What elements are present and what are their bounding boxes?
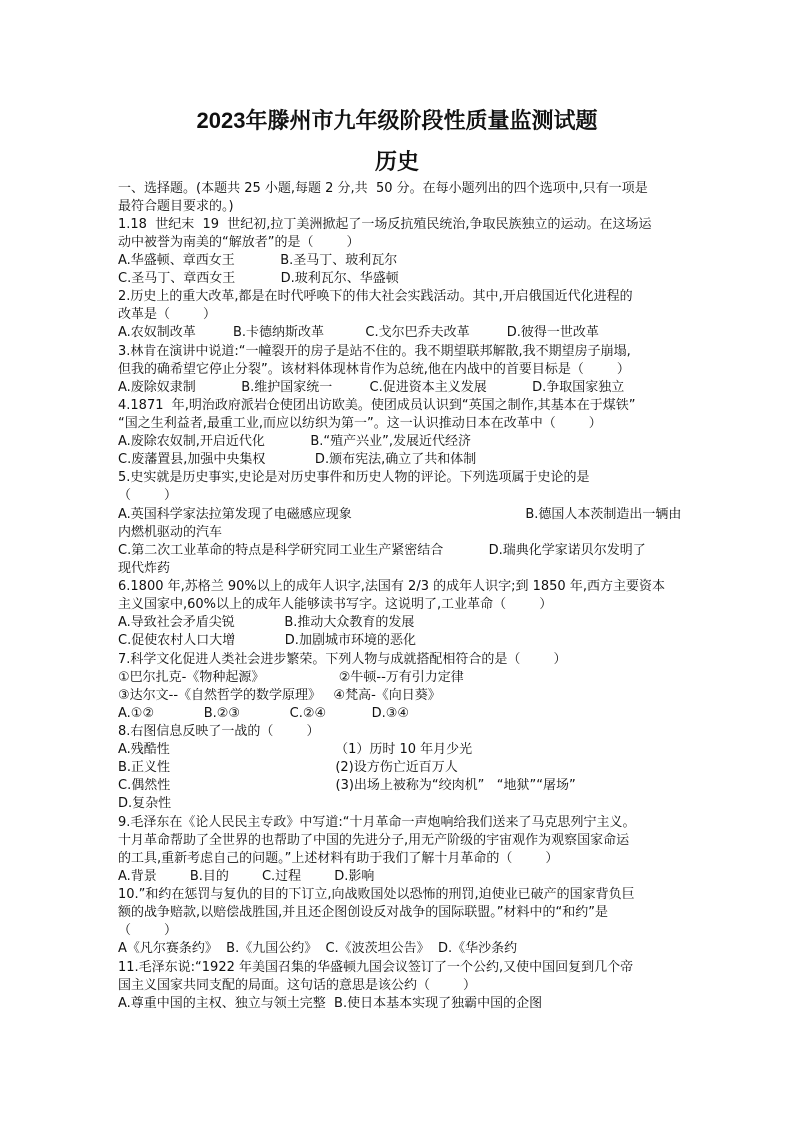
text-line: 1.18 世纪末 19 世纪初,拉丁美洲掀起了一场反抗殖民统治,争取民族独立的运动。在这场运 [118,217,652,232]
text-line: B.正义性 (2)设方伤亡近百万人 [118,760,458,775]
text-line: 国主义国家共同支配的局面。这句话的意思是该公约（ ） [118,978,477,993]
text-line: （ ） [118,488,178,503]
text-line: A.①② B.②③ C.②④ D.③④ [118,706,410,721]
text-line: 9.毛泽东在《论人民民主专政》中写道:“十月革命一声炮响给我们送来了马克思列宁主义。 [118,815,636,830]
text-line: 改革是（ ） [118,307,217,322]
text-line: A.残酷性 （1）历时 10 年月少光 [118,742,473,757]
text-line: 主义国家中,60%以上的成年人能够读书写字。这说明了,工业革命（ ） [118,597,553,612]
text-line: A.尊重中国的主权、独立与领土完整 B.使日本基本实现了独霸中国的企图 [118,996,543,1011]
text-line: 11.毛泽东说:“1922 年美国召集的华盛顿九国会议签订了一个公约,又使中国回复到几个帝 [118,960,634,975]
exam-title: 2023年滕州市九年级阶段性质量监测试题 [196,108,598,133]
text-line: C.废藩置县,加强中央集权 D.颁布宪法,确立了共和体制 [118,452,477,467]
subject-title: 历史 [374,149,419,174]
text-line: 10.”和约在惩罚与复仇的目的下订立,向战败国处以恐怖的刑罚,迫使业已破产的国家背负巨 [118,887,635,902]
text-line: 3.林肯在演讲中说道:“一幢裂开的房子是站不住的。我不期望联邦解散,我不期望房子崩塌, [118,344,631,359]
text-line: 的工具,重新考虑自己的问题。”上述材料有助于我们了解十月革命的（ ） [118,851,559,866]
text-line: 7.科学文化促进人类社会进步繁荣。下列人物与成就搭配相符合的是（ ） [118,652,567,667]
text-line: 动中被誉为南美的“解放者”的是（ ） [118,235,360,250]
text-line: D.复杂性 [118,796,172,811]
text-line: 十月革命帮助了全世界的也帮助了中国的先进分子,用无产阶级的宇宙观作为观察国家命运 [118,833,630,848]
text-line: 一、选择题。(本题共 25 小题,每题 2 分,共 50 分。在每小题列出的四个选项中,只有一项是 [118,181,648,196]
text-line: （ ） [118,923,178,938]
text-line: 现代炸药 [118,561,171,576]
text-line: A.废除奴隶制 B.维护国家统一 C.促进资本主义发展 D.争取国家独立 [118,380,625,395]
text-line: A.英国科学家法拉第发现了电磁感应现象 B.德国人本茨制造出一辆由 [118,507,682,522]
text-line: “国之生利益者,最重工业,而应以纺织为第一”。这一认识推动日本在改革中（ ） [118,416,602,431]
text-line: A.导致社会矛盾尖锐 B.推动大众教育的发展 [118,615,415,630]
text-line: A.废除农奴制,开启近代化 B.“殖产兴业”,发展近代经济 [118,434,472,449]
text-line: 2.历史上的重大改革,都是在时代呼唤下的伟大社会实践活动。其中,开启俄国近代化进程的 [118,289,633,304]
text-line: 6.1800 年,苏格兰 90%以上的成年人识字,法国有 2/3 的成年人识字;到 1850 年,西方主要资本 [118,579,665,594]
text-line: 但我的确希望它停止分裂”。该材料体现林肯作为总统,他在内战中的首要目标是（ ） [118,362,630,377]
text-line: 内燃机驱动的汽车 [118,525,223,540]
text-line: C.促使农村人口大增 D.加剧城市环境的恶化 [118,633,416,648]
text-line: ①巴尔扎克-《物种起源》 ②牛顿--万有引力定律 [118,670,464,685]
text-line: A.华盛顿、章西女王 B.圣马丁、玻利瓦尔 [118,253,398,268]
text-line: ③达尔文--《自然哲学的数学原理》 ④梵高-《向日葵》 [118,688,441,703]
text-line: 8.右图信息反映了一战的（ ） [118,724,320,739]
text-line: C.圣马丁、章西女王 D.玻利瓦尔、华盛顿 [118,271,399,286]
text-line: C.偶然性 (3)出场上被称为“绞肉机” “地狱”“屠场” [118,778,576,793]
text-line: A《凡尔赛条约》 B.《九国公约》 C.《波茨坦公告》 D.《华沙条约 [118,941,518,956]
text-line: 5.史实就是历史事实,史论是对历史事件和历史人物的评论。下列选项属于史论的是 [118,470,590,485]
text-line: A.背景 B.目的 C.过程 D.影响 [118,869,375,884]
text-line: 最符合题目要求的。) [118,199,234,214]
text-line: 4.1871 年,明治政府派岩仓使团出访欧美。使团成员认识到“英国之制作,其基本在于煤铁” [118,398,636,413]
text-line: 额的战争赔款,以赔偿战胜国,并且还企图创设反对战争的国际联盟。”材料中的“和约”是 [118,905,608,920]
text-line: C.第二次工业革命的特点是科学研究同工业生产紧密结合 D.瑞典化学家诺贝尔发明了 [118,543,646,558]
text-line: A.农奴制改革 B.卡德纳斯改革 C.戈尔巴乔夫改革 D.彼得一世改革 [118,325,599,340]
